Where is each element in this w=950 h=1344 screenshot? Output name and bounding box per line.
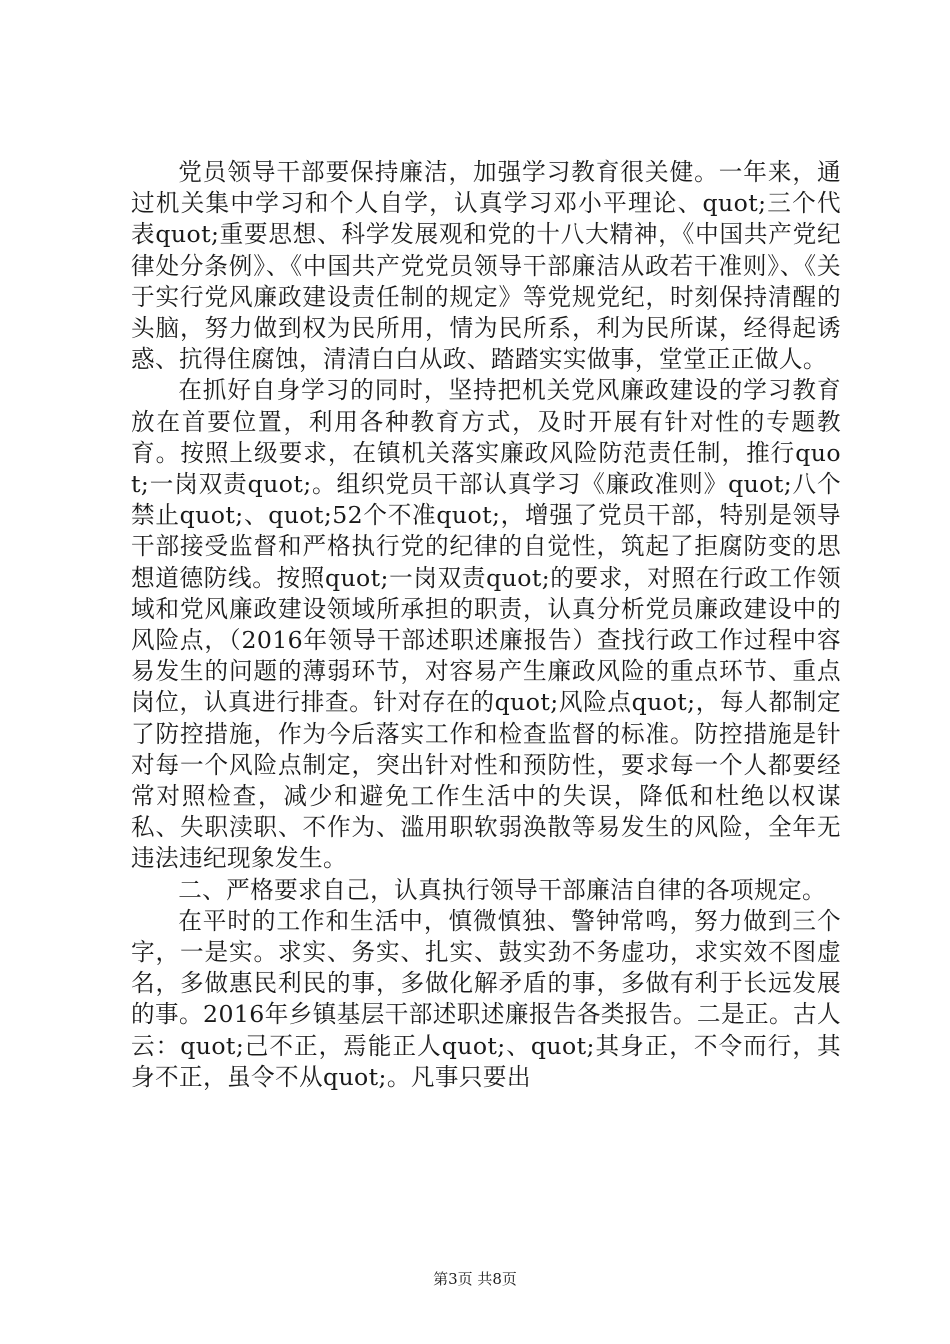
paragraph: 在平时的工作和生活中，慎微慎独、警钟常鸣，努力做到三个字，一是实。求实、务实、扎实、鼓实劲不务虚功，求实效不图虚名，多做惠民利民的事，多做化解矛盾的事，多做有利于长远发展的事。2016年乡镇基层干部述职述廉报告各类报告。二是正。古人云：quot;己不正，焉能正人quot;、quot;其身正，不令而行，其身不正，虽令不从quot;。凡事只要出 [131, 906, 841, 1091]
page-number-footer: 第3页 共8页 [433, 1270, 517, 1288]
paragraph: 党员领导干部要保持廉洁，加强学习教育很关健。一年来，通过机关集中学习和个人自学，认真学习邓小平理论、quot;三个代表quot;重要思想、科学发展观和党的十八大精神，《中国共产党纪律处分条例》、《中国共产党党员领导干部廉洁从政若干准则》、《关于实行党风廉政建设责任制的规定》等党规党纪，时刻保持清醒的头脑，努力做到权为民所用，情为民所系，利为民所谋，经得起诱惑、抗得住腐蚀，清清白白从政、踏踏实实做事，堂堂正正做人。 [131, 158, 841, 374]
paragraph: 在抓好自身学习的同时，坚持把机关党风廉政建设的学习教育放在首要位置，利用各种教育方式，及时开展有针对性的专题教育。按照上级要求，在镇机关落实廉政风险防范责任制，推行quot;一岗双责quot;。组织党员干部认真学习《廉政准则》quot;八个禁止quot;、quot;52个不准quot;，增强了党员干部，特别是领导干部接受监督和严格执行党的纪律的自觉性，筑起了拒腐防变的思想道德防线。按照quot;一岗双责quot;的要求，对照在行政工作领域和党风廉政建设领域所承担的职责，认真分析党员廉政建设中的风险点，（2016年领导干部述职述廉报告）查找行政工作过程中容易发生的问题的薄弱环节，对容易产生廉政风险的重点环节、重点岗位，认真进行排查。针对存在的quot;风险点quot;，每人都制定了防控措施，作为今后落实工作和检查监督的标准。防控措施是针对每一个风险点制定，突出针对性和预防性，要求每一个人都要经常对照检查，减少和避免工作生活中的失误，降低和杜绝以权谋私、失职渎职、不作为、滥用职软弱涣散等易发生的风险，全年无违法违纪现象发生。 [131, 376, 841, 873]
document-body [131, 157, 841, 1093]
section-heading: 二、严格要求自己，认真执行领导干部廉洁自律的各项规定。 [178, 875, 827, 904]
